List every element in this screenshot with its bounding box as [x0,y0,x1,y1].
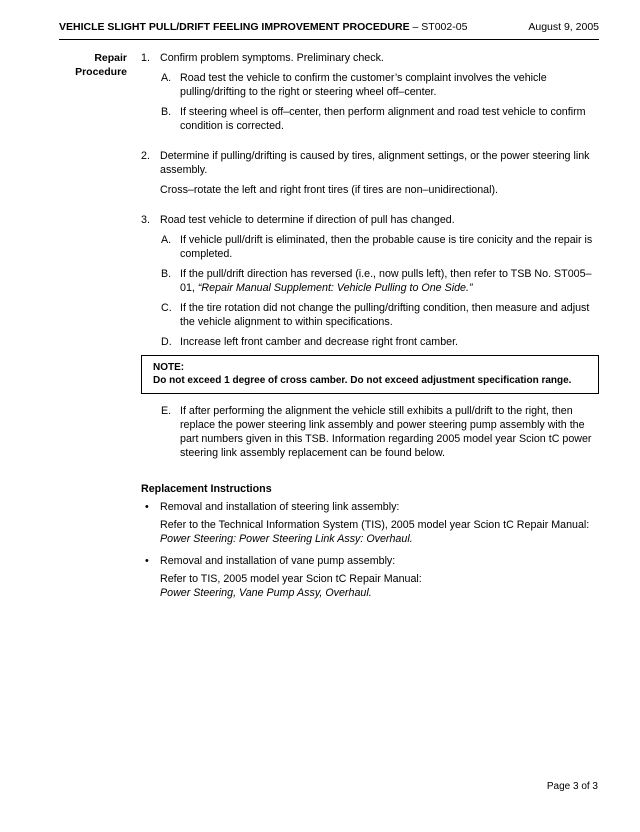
step-3e: E. If after performing the alignment the vehicle still exhibits a pull/drift to the right, then replace the power steering link assembly and power steering pump assembly with the part numbers given in this TSB. Information regarding 2005 model year Scion tC power steering link assembly replacement can be found below. [161,405,592,459]
step-1: 1. Confirm problem symptoms. Preliminary check. [141,52,384,64]
replacement-heading: Replacement Instructions [141,483,272,495]
step-3c: C. If the tire rotation did not change the pulling/drifting condition, then measure and adjust the vehicle alignment to within specifications. [161,302,590,328]
document-title: VEHICLE SLIGHT PULL/DRIFT FEELING IMPROVEMENT PROCEDURE – ST002-05 [59,21,468,33]
note-box [141,355,599,394]
replacement-item-1: • Removal and installation of steering link assembly: [145,501,400,513]
tsb-reference: “Repair Manual Supplement: Vehicle Pulling to One Side.” [197,282,473,294]
bullet-icon: • [145,501,149,513]
bulletin-code: ST002-05 [421,21,468,33]
step-1b: B. If steering wheel is off–center, then perform alignment and road test vehicle to confirm condition is corrected. [161,106,586,132]
step-2: 2. Determine if pulling/drifting is caused by tires, alignment settings, or the power steering link assembly. [141,150,590,176]
replacement-ref-1: Refer to the Technical Information System (TIS), 2005 model year Scion tC Repair Manual: Power Steering: Power Steering Link Assy: Overhaul. [160,519,590,545]
note-text: Do not exceed 1 degree of cross camber. Do not exceed adjustment specification range. [153,375,572,386]
page-header [59,21,599,40]
step-3b: B. If the pull/drift direction has reversed (i.e., now pulls left), then refer to TSB No. ST005–01, “Repair Manual Supplement: Vehicle Pulling to One Side.” [161,268,592,294]
step-3: 3. Road test vehicle to determine if direction of pull has changed. [141,214,455,226]
step-3d: D. Increase left front camber and decrease right front camber. [161,336,459,348]
page-number: Page 3 of 3 [546,781,598,792]
bullet-icon: • [145,555,149,567]
procedure-body [141,51,599,608]
note-title: NOTE: [153,362,185,373]
section-label: Repair Procedure [75,52,127,78]
step-1a: A. Road test the vehicle to confirm the customer’s complaint involves the vehicle pulling/drifting to the right or steering wheel off–center. [161,72,547,98]
step-2-instruction: Cross–rotate the left and right front tires (if tires are non–unidirectional). [160,184,499,196]
bulletin-date: August 9, 2005 [528,21,599,33]
replacement-item-2: • Removal and installation of vane pump assembly: [145,555,396,567]
step-3a: A. If vehicle pull/drift is eliminated, then the probable cause is tire conicity and the repair is completed. [161,234,593,260]
replacement-ref-2: Refer to TIS, 2005 model year Scion tC Repair Manual: Power Steering, Vane Pump Assy, Overhaul. [160,573,422,599]
